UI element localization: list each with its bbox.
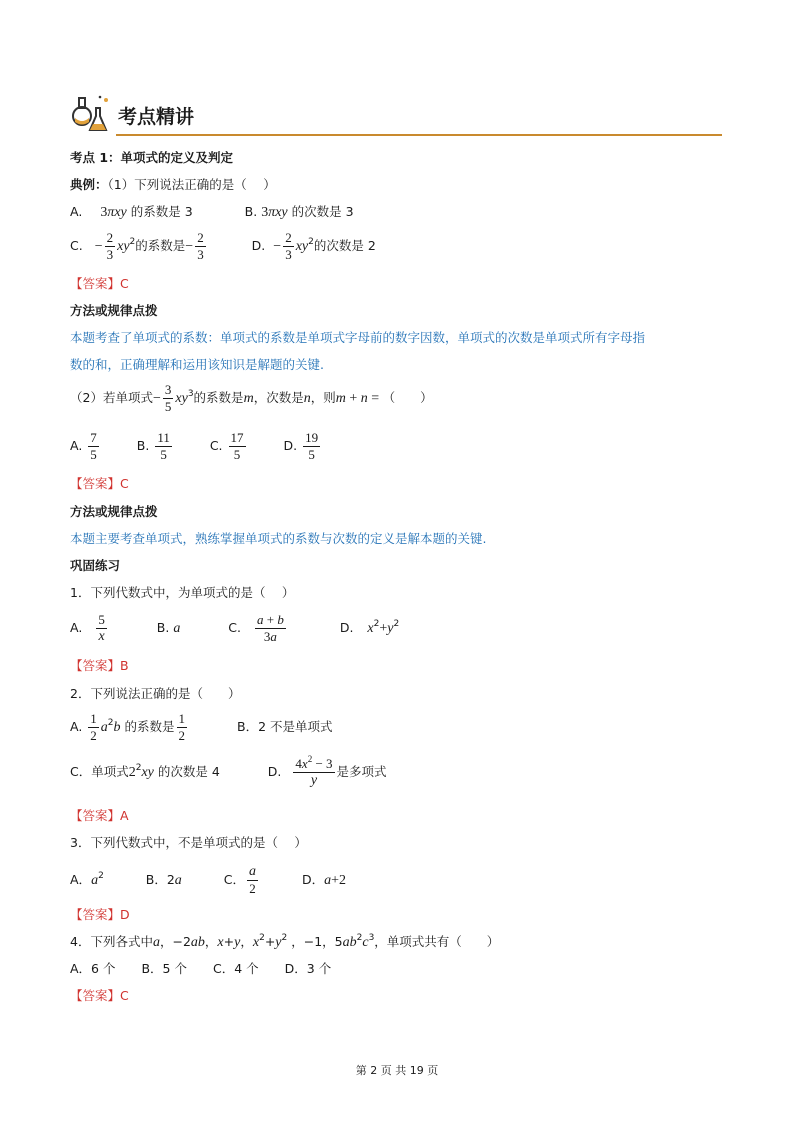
practice-q1-stem: 1．下列代数式中，为单项式的是（ ） [70, 585, 295, 600]
method-text-2: 本题主要考查单项式，熟练掌握单项式的系数与次数的定义是解本题的关键. [70, 531, 487, 546]
practice-q2-options-cd: C．单项式$2^2xy$ 的次数是 4 D. $\frac{4x^2 - 3}{y}$ 是多项式 [70, 754, 387, 788]
method-text-1b: 数的和，正确理解和运用该知识是解题的关键. [70, 357, 324, 372]
practice-q4-stem: 4．下列各式中a，−2ab，x+y，$x^2+y^2$ ，−1，$5ab^2c^3$，单项式共有（ ） [70, 933, 500, 950]
method-title-2: 方法或规律点拨 [70, 504, 158, 519]
answer-4: 【答案】A [70, 808, 129, 823]
q1-options-ab: A. 3πxy 的系数是 3 B. 3πxy 的次数是 3 [70, 204, 354, 220]
answer-5: 【答案】D [70, 907, 130, 922]
method-title-1: 方法或规律点拨 [70, 303, 158, 318]
answer-6: 【答案】C [70, 988, 129, 1003]
answer-1: 【答案】C [70, 276, 129, 291]
practice-q1-options: A. $\frac{5}{x}$ B. a C. $\frac{a + b}{3a}$ D. $x^2+y^2$ [70, 612, 400, 644]
q2-options: A. $\frac{7}{5}$ B. $\frac{11}{5}$ C. $\frac{17}{5}$ D. $\frac{19}{5}$ [70, 430, 319, 462]
practice-q2-stem: 2．下列说法正确的是（ ） [70, 686, 241, 701]
header-rule [116, 134, 722, 136]
practice-q3-stem: 3．下列代数式中，不是单项式的是（ ） [70, 835, 307, 850]
example-q2-stem: （2）若单项式− $\frac{3}{5}$ $xy^3$的系数是m，次数是n，则m + n = （ ） [70, 382, 433, 414]
practice-q3-options: A．$a^2$ B．2a C． $\frac{a}{2}$ D．a+2 [70, 864, 347, 896]
science-flask-icon [70, 94, 114, 134]
answer-3: 【答案】B [70, 658, 129, 673]
method-text-1a: 本题考查了单项式的系数：单项式的系数是单项式字母前的数字因数，单项式的次数是单项式所有字母指 [70, 330, 646, 345]
section-header [70, 94, 722, 136]
practice-q4-options: A．6 个 B．5 个 C．4 个 D．3 个 [70, 961, 332, 976]
page-footer: 第 2 页 共 19 页 [355, 1064, 439, 1077]
section-title: 考点精讲 [118, 106, 195, 128]
q1-options-cd: C. − $\frac{2}{3}$ $xy^2$的系数是− $\frac{2}{3}$ D. − $\frac{2}{3}$ $xy^2$的次数是 2 [70, 230, 376, 262]
answer-2: 【答案】C [70, 476, 129, 491]
practice-q2-options-ab: A. $\frac{1}{2}$ $a^2b$ 的系数是 $\frac{1}{2}$ B．2 不是单项式 [70, 711, 333, 743]
kaodian-title: 考点 1：单项式的定义及判定 [70, 150, 234, 165]
practice-title: 巩固练习 [70, 558, 121, 573]
example-q1-stem: 典例：（1）下列说法正确的是（ ） [70, 177, 276, 192]
